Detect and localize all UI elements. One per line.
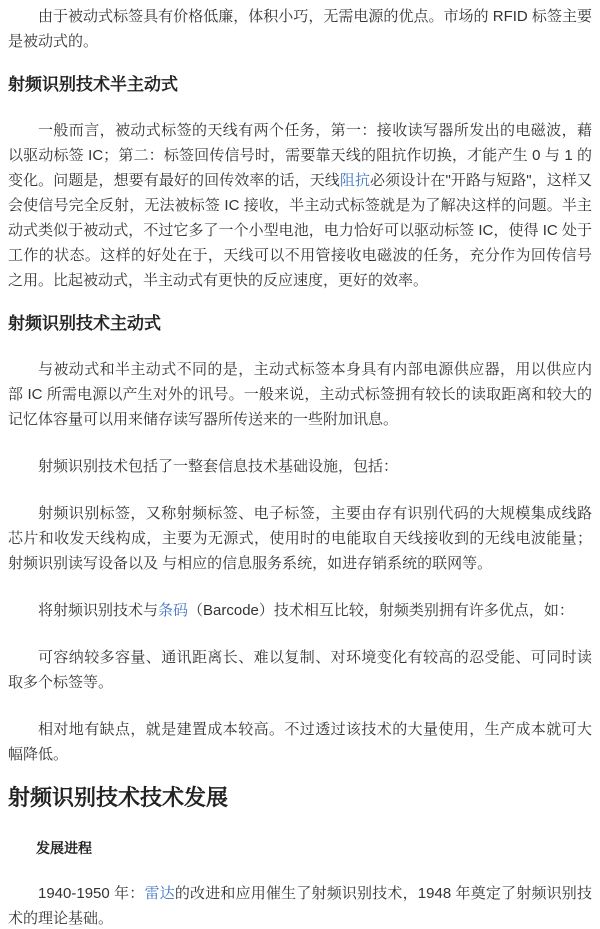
- paragraph: [8, 118, 592, 293]
- article: [8, 4, 592, 929]
- subsection-heading: 发展进程: [36, 840, 92, 856]
- text-run: （Barcode）技术相互比较，射频类别拥有许多优点，如：: [188, 602, 574, 619]
- text-run: 射频识别标签，又称射频标签、电子标签，主要由存有识别代码的大规模集成线路芯片和收发天线构成，主要为无源式，使用时的电能取自天线接收到的无线电波能量；射频识别读写设备以及 与相应的信息服务系统，如进存销系统的联网等。: [8, 505, 592, 572]
- inline-link[interactable]: 雷达: [144, 885, 175, 902]
- paragraph: [8, 645, 592, 695]
- text-run: 由于被动式标签具有价格低廉，体积小巧，无需电源的优点。市场的 RFID 标签主要是被动式的。: [8, 8, 592, 50]
- text-run: 必须设计在"开路与短路"，这样又会使信号完全反射，无法被标签 IC 接收，半主动式标签就是为了解决这样的问题。半主动式类似于被动式，不过它多了一个小型电池，电力恰好可以驱动标签 IC，使得 IC 处于工作的状态。这样的好处在于，天线可以不用管接收电磁波的任务，充分作为回传信号之用。比起被动式，半主动式有更快的反应速度，更好的效率。: [8, 172, 592, 289]
- section-heading: 射频识别技术主动式: [8, 314, 161, 333]
- paragraph: [8, 598, 592, 623]
- text-run: 将射频识别技术与: [38, 602, 159, 619]
- paragraph: [8, 4, 592, 54]
- paragraph: [8, 881, 592, 929]
- text-run: 的改进和应用催生了射频识别技术，1948 年奠定了射频识别技术的理论基础。: [8, 885, 592, 927]
- text-run: 与被动式和半主动式不同的是，主动式标签本身具有内部电源供应器，用以供应内部 IC 所需电源以产生对外的讯号。一般来说，主动式标签拥有较长的读取距离和较大的记忆体容量可以用来储存读写器所传送来的一些附加讯息。: [8, 361, 592, 428]
- section-heading: 射频识别技术半主动式: [8, 75, 178, 94]
- article-title-heading: 射频识别技术技术发展: [8, 785, 229, 810]
- paragraph: [8, 454, 592, 479]
- inline-link[interactable]: 阻抗: [339, 172, 371, 189]
- text-run: 射频识别技术包括了一整套信息技术基础设施，包括：: [38, 458, 399, 475]
- inline-link[interactable]: 条码: [158, 602, 189, 619]
- paragraph: [8, 501, 592, 576]
- paragraph: [8, 357, 592, 432]
- text-run: 相对地有缺点，就是建置成本较高。不过透过该技术的大量使用，生产成本就可大幅降低。: [8, 721, 592, 763]
- text-run: 1940-1950 年：: [38, 885, 145, 902]
- text-run: 一般而言，被动式标签的天线有两个任务，第一：接收读写器所发出的电磁波，藉以驱动标签 IC；第二：标签回传信号时，需要靠天线的阻抗作切换，才能产生 0 与 1 的变化。问题是，想要有最好的回传效率的话，天线: [8, 122, 592, 189]
- text-run: 可容纳较多容量、通讯距离长、难以复制、对环境变化有较高的忍受能、可同时读取多个标签等。: [8, 649, 592, 691]
- paragraph: [8, 717, 592, 767]
